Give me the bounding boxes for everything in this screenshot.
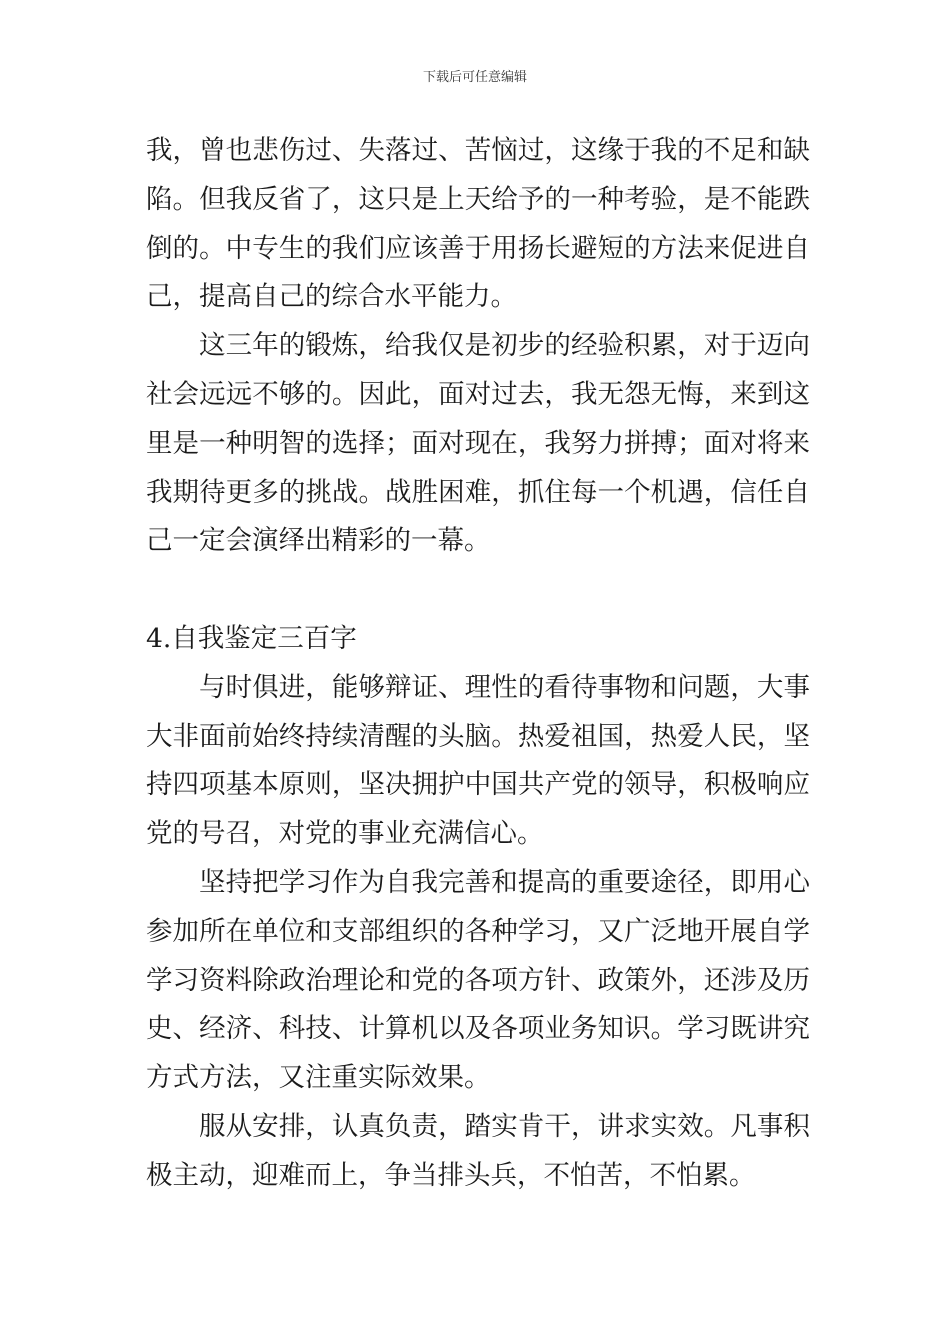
paragraph-4: 坚持把学习作为自我完善和提高的重要途径，即用心参加所在单位和支部组织的各种学习，又广泛地开展自学学习资料除政治理论和党的各项方针、政策外，还涉及历史、经济、科技、计算机以及各项业务知识。学习既讲究方式方法，又注重实际效果。 <box>146 866 810 1094</box>
section-heading: 4.自我鉴定三百字 <box>146 622 357 654</box>
paragraph-5: 服从安排，认真负责，踏实肯干，讲求实效。凡事积极主动，迎难而上，争当排头兵，不怕苦，不怕累。 <box>146 1110 810 1191</box>
paragraph-3: 与时俱进，能够辩证、理性的看待事物和问题，大事大非面前始终持续清醒的头脑。热爱祖国，热爱人民，坚持四项基本原则，坚决拥护中国共产党的领导，积极响应党的号召，对党的事业充满信心。 <box>146 671 810 850</box>
paragraph-2: 这三年的锻炼，给我仅是初步的经验积累，对于迈向社会远远不够的。因此，面对过去，我无怨无悔，来到这里是一种明智的选择；面对现在，我努力拼搏；面对将来我期待更多的挑战。战胜困难，抓住每一个机遇，信任自己一定会演绎出精彩的一幕。 <box>146 330 810 557</box>
paragraph-1: 我，曾也悲伤过、失落过、苦恼过，这缘于我的不足和缺陷。但我反省了，这只是上天给予的一种考验，是不能跌倒的。中专生的我们应该善于用扬长避短的方法来促进自己，提高自己的综合水平能力。 <box>146 135 810 313</box>
document-body <box>146 127 810 1201</box>
section-spacer <box>146 566 810 615</box>
header-note: 下载后可任意编辑 <box>422 70 527 85</box>
